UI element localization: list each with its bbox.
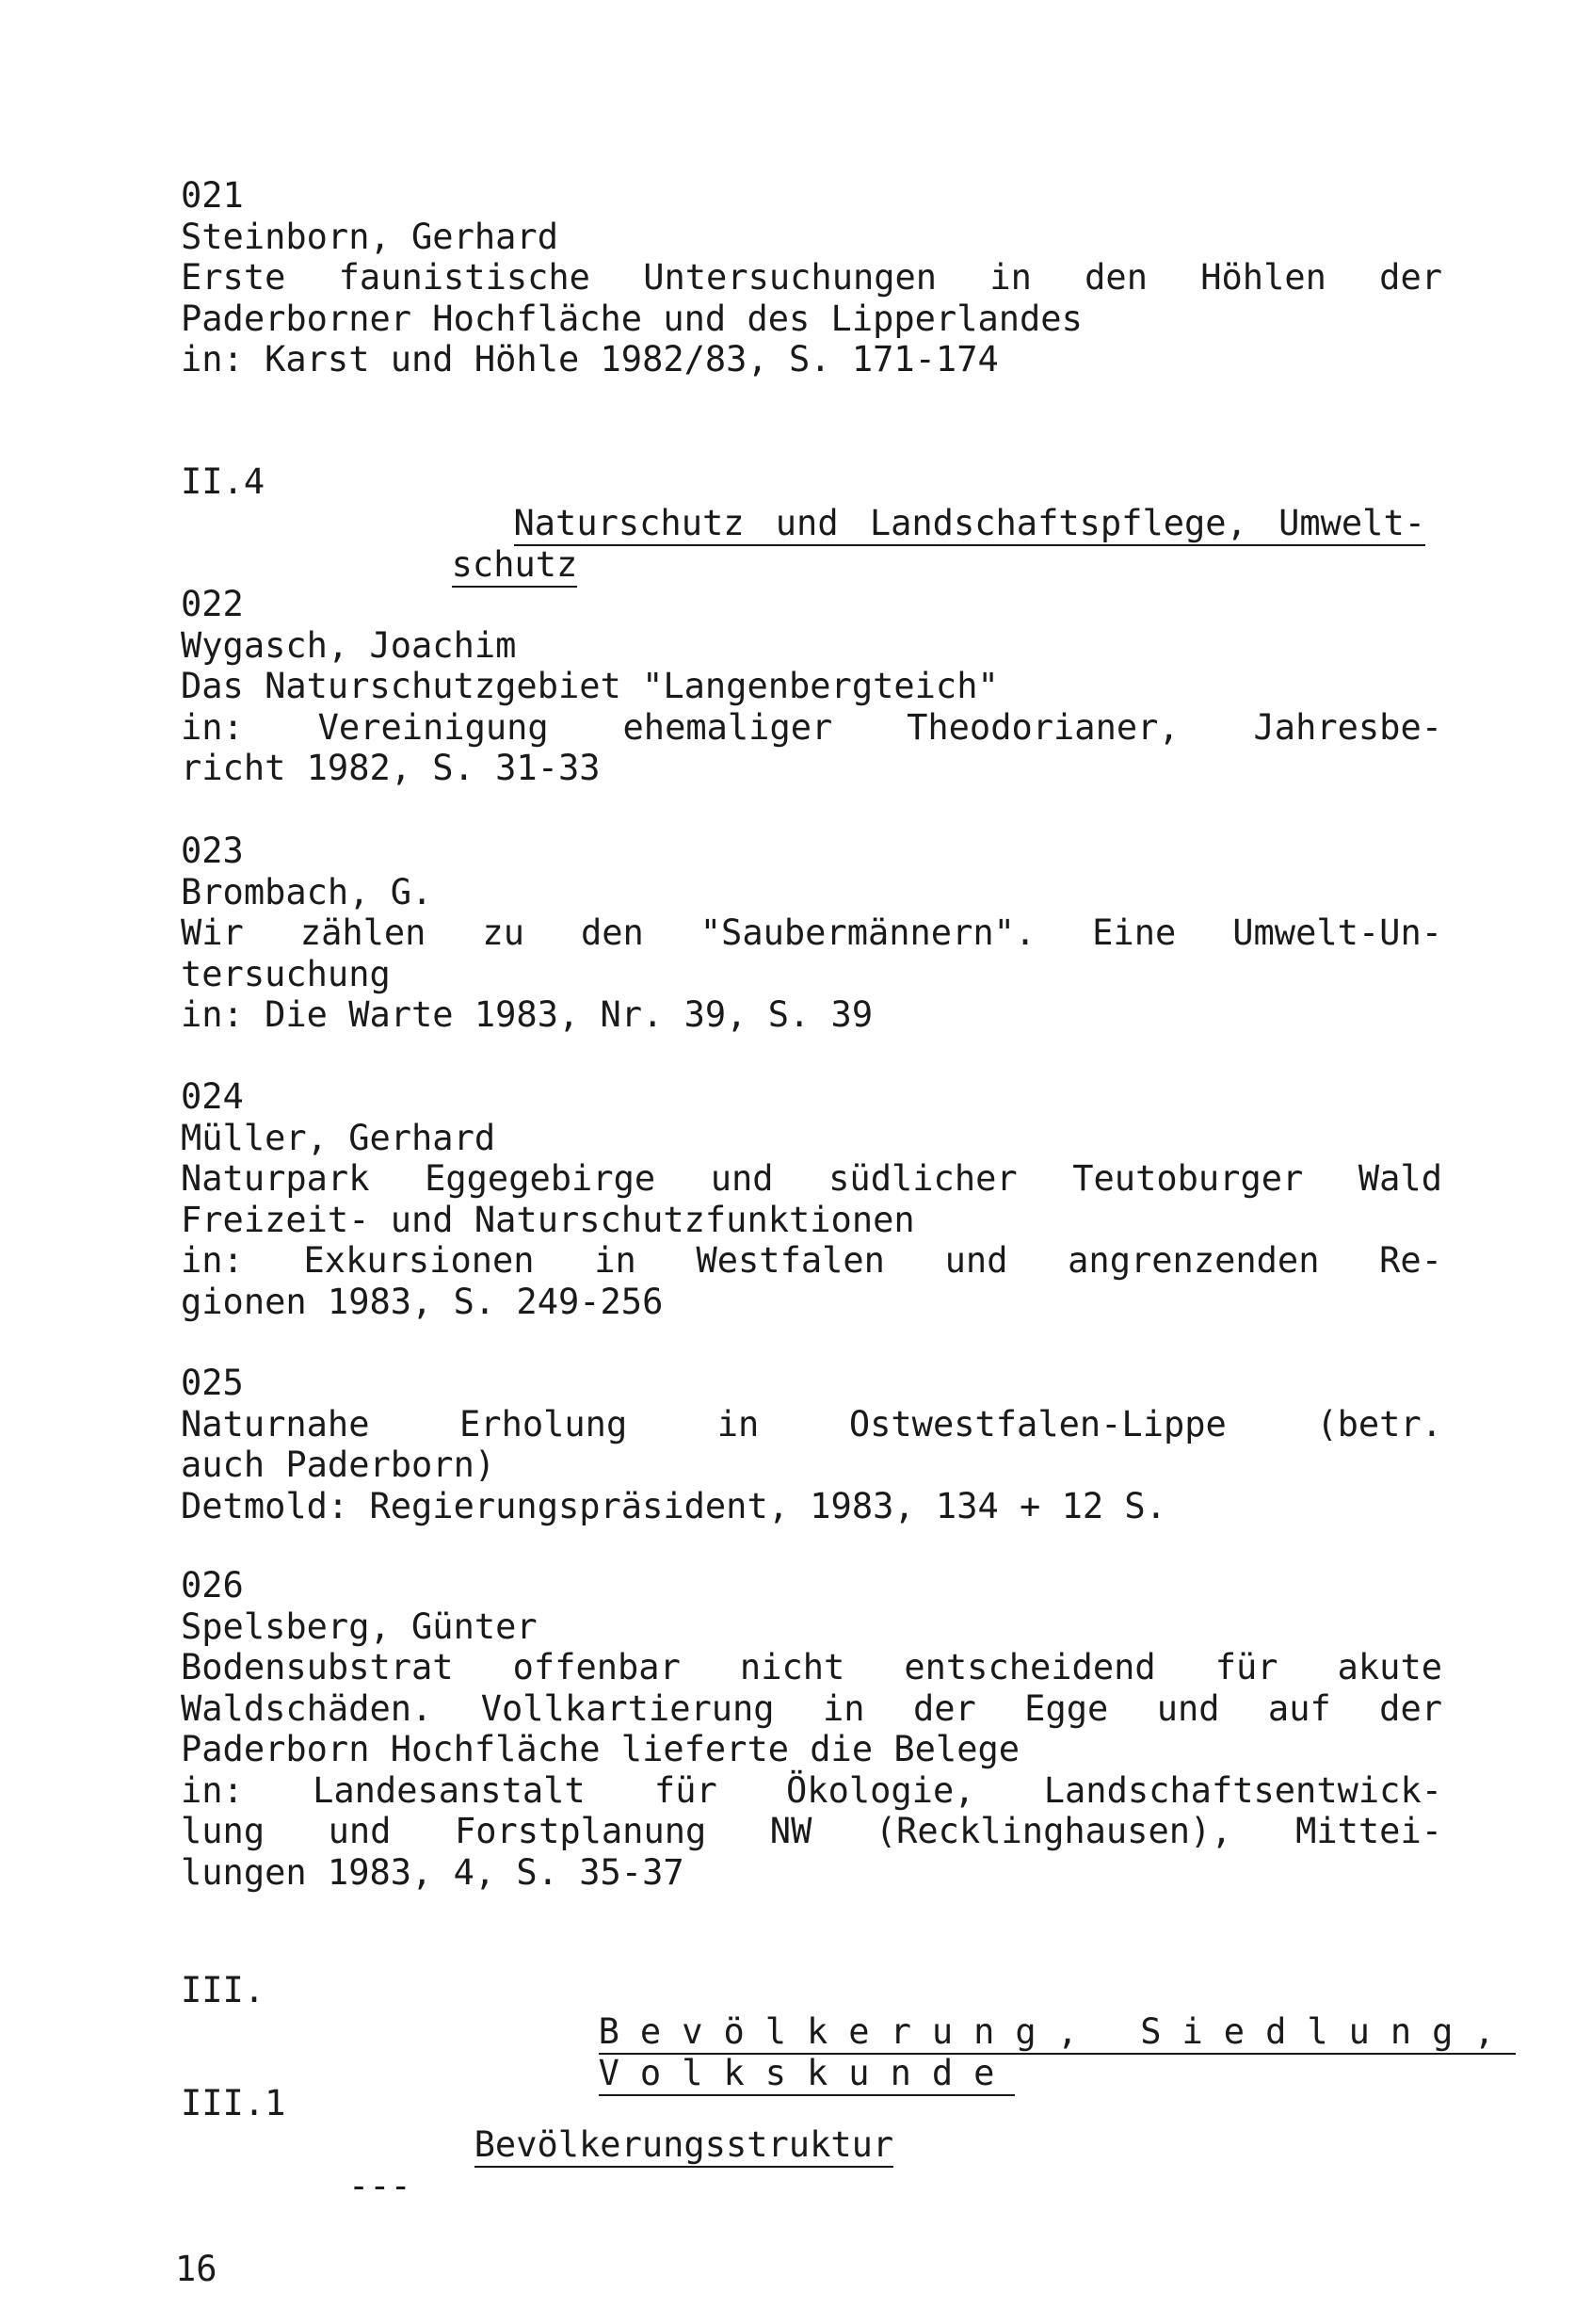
entry-source: in: Landesanstalt für Ökologie, Landschaftsentwick- [181, 1770, 1442, 1811]
entry-title: Naturpark Eggegebirge und südlicher Teutoburger Wald [181, 1158, 1442, 1199]
entry-title: Bodensubstrat offenbar nicht entscheidend für akute [181, 1647, 1442, 1687]
section-label: III.1 [181, 2083, 286, 2123]
entry-number: 024 [181, 1076, 244, 1117]
entry-author: Spelsberg, Günter [181, 1606, 538, 1647]
entry-title: Paderborn Hochfläche lieferte die Belege [181, 1729, 1021, 1769]
entry-source: lung und Forstplanung NW (Recklinghausen), Mittei- [181, 1811, 1442, 1851]
entry-source: gionen 1983, S. 249-256 [181, 1282, 664, 1322]
empty-section-dashes: --- [348, 2166, 411, 2206]
entry-author: Steinborn, Gerhard [181, 217, 558, 257]
entry-number: 025 [181, 1363, 244, 1403]
section-title-continued: schutz [326, 503, 577, 627]
entry-number: 026 [181, 1565, 244, 1606]
entry-source: in: Exkursionen in Westfalen und angrenzenden Re- [181, 1240, 1442, 1281]
entry-title: Wir zählen zu den "Saubermännern". Eine Umwelt-Un- [181, 912, 1442, 953]
entry-title: Naturnahe Erholung in Ostwestfalen-Lippe (betr. [181, 1404, 1442, 1444]
entry-source: in: Die Warte 1983, Nr. 39, S. 39 [181, 994, 874, 1035]
entry-source: lungen 1983, 4, S. 35-37 [181, 1852, 684, 1893]
entry-source: Detmold: Regierungspräsident, 1983, 134 + 12 S. [181, 1486, 1166, 1526]
entry-source: in: Karst und Höhle 1982/83, S. 171-174 [181, 339, 999, 379]
entry-title: tersuchung [181, 954, 391, 994]
section-label: II.4 [181, 461, 265, 502]
entry-author: Müller, Gerhard [181, 1118, 496, 1158]
entry-title: Freizeit- und Naturschutzfunktionen [181, 1200, 915, 1240]
page-number: 16 [175, 2249, 217, 2289]
section-label: III. [181, 1970, 265, 2010]
entry-title: Das Naturschutzgebiet "Langenbergteich" [181, 666, 999, 706]
section-title-continued: Volkskunde [348, 2011, 1015, 2136]
section-title: Naturschutz und Landschaftspflege, Umwelt- [326, 461, 1425, 586]
entry-title: Waldschäden. Vollkartierung in der Egge und auf der [181, 1688, 1442, 1729]
entry-title: Erste faunistische Untersuchungen in den Höhlen der [181, 257, 1442, 298]
entry-source: richt 1982, S. 31-33 [181, 748, 601, 788]
entry-number: 021 [181, 175, 244, 216]
entry-source: in: Vereinigung ehemaliger Theodorianer, Jahresbe- [181, 707, 1442, 748]
entry-title: Paderborner Hochfläche und des Lipperlandes [181, 299, 1083, 339]
entry-author: Wygasch, Joachim [181, 625, 517, 666]
entry-title: auch Paderborn) [181, 1444, 496, 1485]
section-title: Bevölkerungsstruktur [348, 2083, 893, 2207]
entry-number: 022 [181, 584, 244, 624]
entry-number: 023 [181, 831, 244, 871]
section-title: Bevölkerung, Siedlung, [348, 1970, 1516, 2094]
entry-author: Brombach, G. [181, 872, 433, 912]
